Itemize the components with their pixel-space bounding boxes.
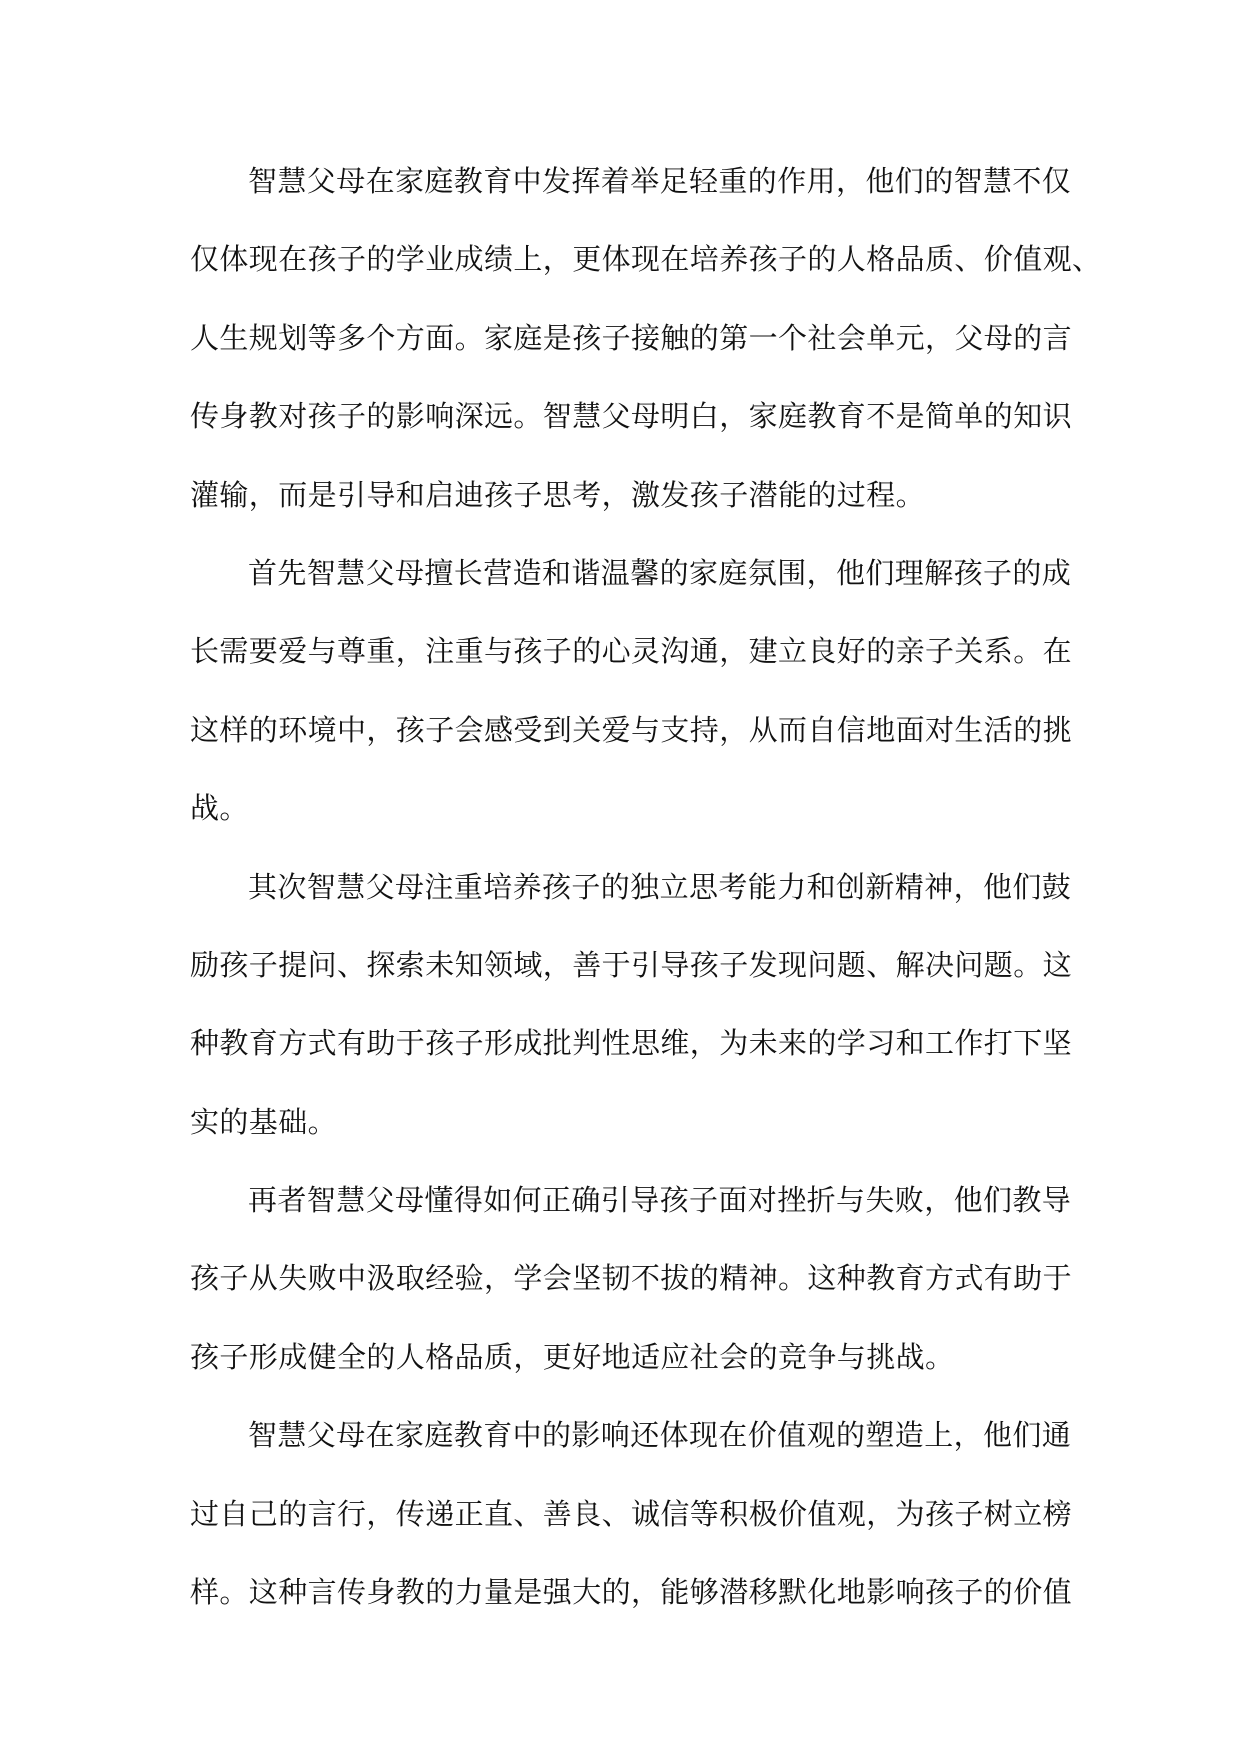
paragraph-2-line-4: 战。 <box>190 791 249 826</box>
paragraph-3-line-2: 励孩子提问、探索未知领域，善于引导孩子发现问题、解决问题。这 <box>190 947 1073 982</box>
paragraph-2-line-3: 这样的环境中，孩子会感受到关爱与支持，从而自信地面对生活的挑 <box>190 712 1073 747</box>
paragraph-2-line-1: 首先智慧父母擅长营造和谐温馨的家庭氛围，他们理解孩子的成 <box>248 555 1072 590</box>
paragraph-5-line-2: 过自己的言行，传递正直、善良、诚信等积极价值观，为孩子树立榜 <box>190 1496 1073 1531</box>
paragraph-1-line-1: 智慧父母在家庭教育中发挥着举足轻重的作用，他们的智慧不仅 <box>248 164 1072 198</box>
paragraph-2-line-2: 长需要爱与尊重，注重与孩子的心灵沟通，建立良好的亲子关系。在 <box>190 634 1073 669</box>
paragraph-4-line-1: 再者智慧父母懂得如何正确引导孩子面对挫折与失败，他们教导 <box>248 1183 1072 1218</box>
paragraph-1-line-2: 仅体现在孩子的学业成绩上，更体现在培养孩子的人格品质、价值观、 <box>190 242 1102 277</box>
paragraph-1-line-3: 人生规划等多个方面。家庭是孩子接触的第一个社会单元，父母的言 <box>190 320 1073 355</box>
paragraph-1-line-5: 灌输，而是引导和启迪孩子思考，激发孩子潜能的过程。 <box>190 477 926 512</box>
paragraph-5-line-1: 智慧父母在家庭教育中的影响还体现在价值观的塑造上，他们通 <box>248 1418 1072 1453</box>
paragraph-3-line-3: 种教育方式有助于孩子形成批判性思维，为未来的学习和工作打下坚 <box>190 1026 1073 1061</box>
document-body <box>190 142 1102 1631</box>
paragraph-3-line-4: 实的基础。 <box>190 1104 338 1139</box>
paragraph-1-line-4: 传身教对孩子的影响深远。智慧父母明白，家庭教育不是简单的知识 <box>190 399 1073 434</box>
paragraph-4-line-3: 孩子形成健全的人格品质，更好地适应社会的竞争与挑战。 <box>190 1339 955 1374</box>
paragraph-4-line-2: 孩子从失败中汲取经验，学会坚韧不拔的精神。这种教育方式有助于 <box>190 1261 1073 1296</box>
paragraph-3-line-1: 其次智慧父母注重培养孩子的独立思考能力和创新精神，他们鼓 <box>248 869 1072 904</box>
paragraph-5-line-3: 样。这种言传身教的力量是强大的，能够潜移默化地影响孩子的价值 <box>190 1575 1073 1610</box>
